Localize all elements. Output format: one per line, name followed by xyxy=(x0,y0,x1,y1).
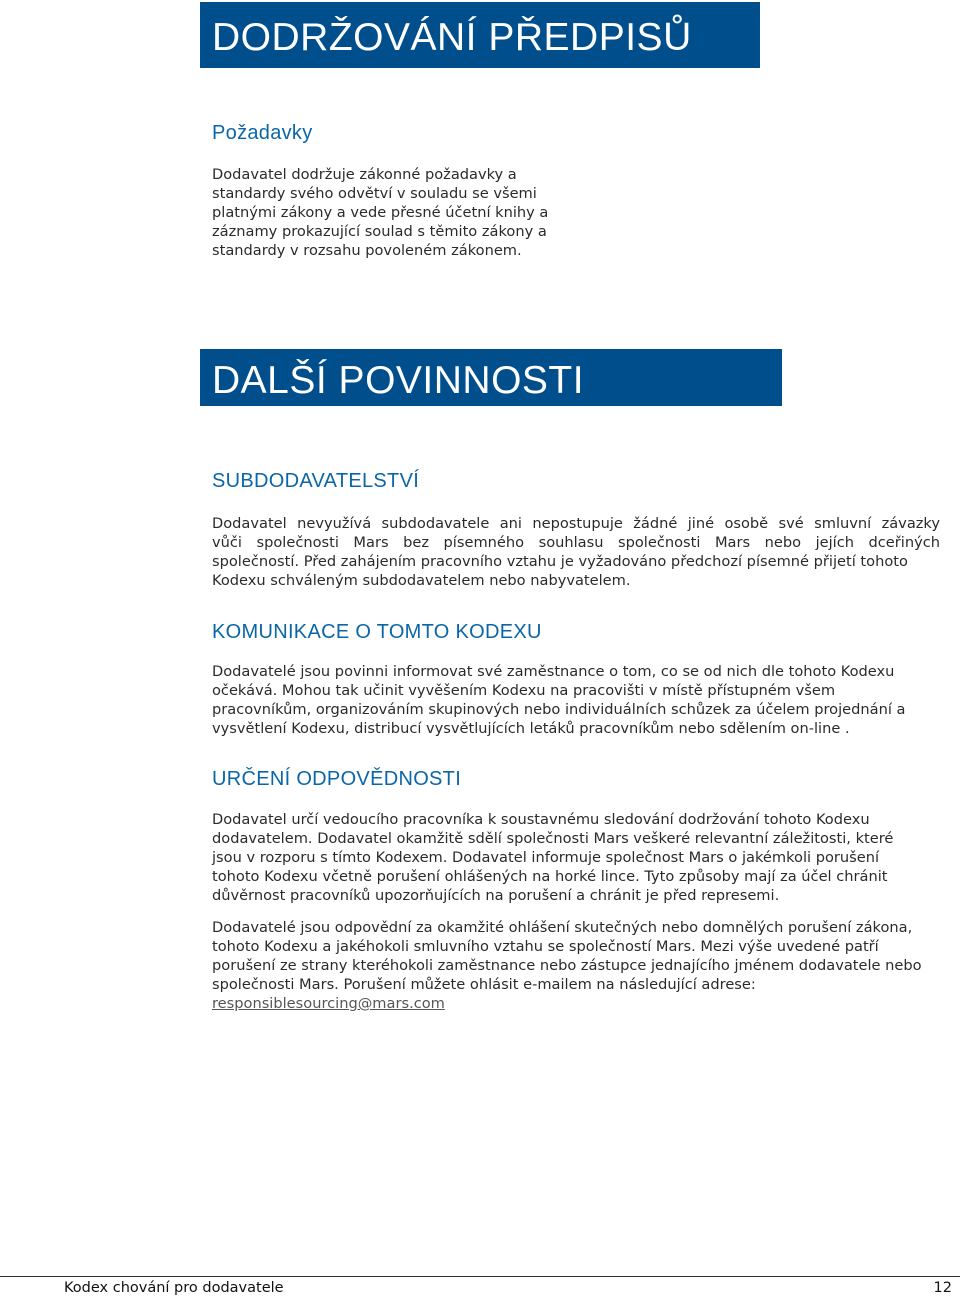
footer-divider xyxy=(0,1276,960,1277)
text-line: dodavatelem. Dodavatel okamžitě sdělí společnosti Mars veškeré relevantní záležitosti, které xyxy=(212,830,894,847)
paragraph-responsibility-2 xyxy=(212,918,952,1013)
paragraph-responsibility-1 xyxy=(212,810,942,905)
text-line: Dodavatelé jsou povinni informovat své zaměstnance o tom, co se od nich dle tohoto Kodexu xyxy=(212,663,895,680)
text-line: jsou v rozporu s tímto Kodexem. Dodavatel informuje společnost Mars o jakémkoli porušení xyxy=(212,849,880,866)
text-line: záznamy prokazující soulad s těmito zákony a xyxy=(212,223,547,240)
heading-responsibility: URČENÍ ODPOVĚDNOSTI xyxy=(212,768,462,790)
text-line: tohoto Kodexu včetně porušení ohlášených na horké lince. Tyto způsoby mají za účel chránit xyxy=(212,868,888,885)
text-line: Kodexu schváleným subdodavatelem nebo nabyvatelem. xyxy=(212,572,631,589)
text-line: porušení ze strany kteréhokoli zaměstnance nebo zástupce jednajícího jménem dodavatele nebo xyxy=(212,957,922,974)
heading-requirements: Požadavky xyxy=(212,122,313,144)
section-banner-compliance: DODRŽOVÁNÍ PŘEDPISŮ xyxy=(200,2,760,68)
text-line: vysvětlení Kodexu, distribucí vysvětlujících letáků pracovníkům nebo sdělením on-line . xyxy=(212,720,850,737)
text-line: standardy svého odvětví v souladu se všemi xyxy=(212,185,537,202)
text-line: pracovníkům, organizováním skupinových nebo individuálních schůzek za účelem projednání a xyxy=(212,701,906,718)
text-line: důvěrnost pracovníků upozorňujících na porušení a chránit je před represemi. xyxy=(212,887,780,904)
paragraph-communication xyxy=(212,662,942,738)
text-line: tohoto Kodexu a jakéhokoli smluvního vztahu se společností Mars. Mezi výše uvedené patří xyxy=(212,938,879,955)
text-line: vůči společnosti Mars bez písemného souhlasu společnosti Mars nebo jejích dceřiných xyxy=(212,534,940,551)
text-line: Dodavatel určí vedoucího pracovníka k soustavnému sledování dodržování tohoto Kodexu xyxy=(212,811,870,828)
page-number: 12 xyxy=(933,1280,952,1296)
heading-communication: KOMUNIKACE O TOMTO KODEXU xyxy=(212,621,542,643)
heading-subcontracting: SUBDODAVATELSTVÍ xyxy=(212,470,420,492)
text-line: platnými zákony a vede přesné účetní knihy a xyxy=(212,204,549,221)
text-line: společnosti Mars. Porušení můžete ohlásit e-mailem na následující adrese: xyxy=(212,976,756,993)
paragraph-subcontracting xyxy=(212,514,940,590)
footer-document-title: Kodex chování pro dodavatele xyxy=(64,1280,284,1296)
email-link[interactable]: responsiblesourcing@mars.com xyxy=(212,995,445,1012)
paragraph-requirements xyxy=(212,165,572,260)
text-line: společností. Před zahájením pracovního vztahu je vyžadováno předchozí písemné přijetí tohoto xyxy=(212,553,908,570)
text-line: očekává. Mohou tak učinit vyvěšením Kodexu na pracovišti v místě přístupném všem xyxy=(212,682,836,699)
text-line: Dodavatelé jsou odpovědní za okamžité ohlášení skutečných nebo domnělých porušení zákona, xyxy=(212,919,913,936)
section-banner-other-duties: DALŠÍ POVINNOSTI xyxy=(200,349,782,406)
text-line: standardy v rozsahu povoleném zákonem. xyxy=(212,242,522,259)
text-line: Dodavatel dodržuje zákonné požadavky a xyxy=(212,166,517,183)
text-line: Dodavatel nevyužívá subdodavatele ani nepostupuje žádné jiné osobě své smluvní závazky xyxy=(212,515,940,532)
